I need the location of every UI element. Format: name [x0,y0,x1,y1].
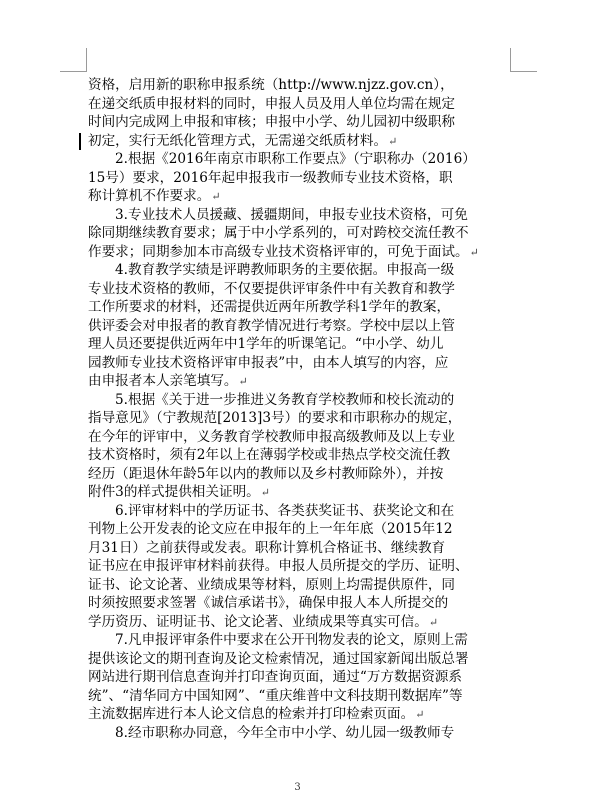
line-text: 初定，实行无纸化管理方式，无需递交纸质材料。 [88,132,388,149]
paragraph-mark-icon: ↵ [469,245,479,259]
text-line [88,317,520,336]
line-text: 除同期继续教育要求；属于中小学系列的，可对跨校交流任教不 [88,225,469,241]
line-text: 称计算机不作要求。 [88,188,211,204]
text-line [88,150,520,169]
line-text: 指导意见》（宁教规范[2013]3号）的要求和市职称办的规定， [88,410,462,426]
text-line [88,705,520,724]
text-line [88,409,520,428]
line-text: 经历（距退休年龄5年以内的教师以及乡村教师除外），并按 [88,465,444,482]
line-text: 工作所要求的材料，还需提供近两年所教学科1学年的教案， [88,299,451,315]
text-line [88,428,520,447]
text-line [88,631,520,650]
line-text: 网站进行期刊信息查询并打印查询页面，通过“万方数据资源系 [88,669,462,685]
line-text: 提供该论文的期刊查询及论文检索情况，通过国家新闻出版总署 [88,650,469,667]
line-text: 8.经市职称办同意，今年全市中小学、幼儿园一级教师专 [115,724,455,741]
line-text: 统”、“清华同方中国知网”、“重庆维普中文科技期刊数据库”等 [88,687,463,704]
paragraph-mark-icon: ↵ [388,134,398,148]
line-text: 在今年的评审中，义务教育学校教师申报高级教师及以上专业 [88,428,456,445]
text-line [88,280,520,299]
text-line [88,354,520,373]
text-line [88,187,520,206]
line-text: 资格，启用新的职称申报系统（http://www.njzz.gov.cn）， [88,77,454,93]
paragraph-mark-icon: ↵ [238,375,248,388]
line-text: 3.专业技术人员援藏、援疆期间，申报专业技术资格，可免 [115,206,468,223]
line-text: 学历资历、证明证书、论文论著、业绩成果等真实可信。 [88,613,428,630]
text-line [88,557,520,576]
text-line [88,335,520,354]
line-text: 6.评审材料中的学历证书、各类获奖证书、获奖论文和在 [115,502,455,519]
document-body[interactable] [88,76,520,742]
text-line [88,687,520,706]
text-line [88,668,520,687]
text-line [88,95,520,114]
line-text: 时须按照要求签署《诚信承诺书》，确保申报人本人所提交的 [88,595,449,611]
line-text: 技术资格时，须有2年以上在薄弱学校或非热点学校交流任教 [88,447,451,463]
line-text: 园教师专业技术资格评审申报表”中，由本人填写的内容，应 [88,354,449,371]
text-line [88,594,520,613]
text-line [88,650,520,669]
text-line [88,539,520,558]
line-text: 证书应在申报评审材料前获得。申报人员所提交的学历、证明、 [88,558,469,574]
line-text: 在递交纸质申报材料的同时，申报人员及用人单位均需在规定 [88,95,456,112]
page-number: 3 [294,782,301,793]
line-text: 附件3的样式提供相关证明。 [88,484,260,500]
text-line [88,169,520,188]
line-text: 时间内完成网上申报和审核；申报中小学、幼儿园初中级职称 [88,114,456,130]
line-text: 证书、论文论著、业绩成果等材料，原则上均需提供原件，同 [88,576,456,593]
crop-mark-top-right-v [510,48,511,71]
text-line [88,724,520,743]
paragraph-mark-icon: ↵ [428,615,439,629]
text-line [88,502,520,521]
crop-mark-top-left-v [86,48,87,71]
text-line [88,206,520,225]
line-text: 主流数据库进行本人论文信息的检索并打印检索页面。 [88,706,415,722]
line-text: 月31日）之前获得或发表。职称计算机合格证书、继续教育 [88,539,446,556]
text-line [88,576,520,595]
text-line [88,261,520,280]
line-text: 2.根据《2016年南京市职称工作要点》（宁职称办（2016） [115,151,476,167]
line-text: 15号）要求，2016年起申报我市一级教师专业技术资格，职 [88,169,453,186]
line-text: 由申报者本人亲笔填写。 [88,373,238,389]
text-line [88,372,520,391]
paragraph-mark-icon: ↵ [211,190,221,203]
paragraph-mark-icon: ↵ [415,708,425,721]
crop-mark-top-left-h [60,71,87,72]
paragraph-mark-icon: ↵ [260,486,270,499]
text-line [88,391,520,410]
text-cursor [79,133,81,150]
text-line [88,520,520,539]
line-text: 7.凡申报评审条件中要求在公开刊物发表的论文，原则上需 [115,632,468,648]
line-text: 理人员还要提供近两年中1学年的听课笔记。“中小学、幼儿 [88,336,444,352]
text-line [88,76,520,95]
text-line [88,224,520,243]
line-text: 4.教育教学实绩是评聘教师职务的主要依据。申报高一级 [115,262,455,278]
line-text: 供评委会对申报者的教育教学情况进行考察。学校中层以上管 [88,317,456,334]
text-line [88,243,520,262]
line-text: 专业技术资格的教师，不仅要提供评审条件中有关教育和教学 [88,280,456,297]
text-line [88,613,520,632]
line-text: 作要求；同期参加本市高级专业技术资格评审的，可免于面试。 [88,243,469,260]
text-line [88,465,520,484]
text-line [88,132,520,151]
text-line [88,298,520,317]
line-text: 5.根据《关于进一步推进义务教育学校教师和校长流动的 [115,391,455,408]
text-line [88,446,520,465]
line-text: 刊物上公开发表的论文应在申报年的上一年年底（2015年12 [88,521,453,537]
crop-mark-top-right-h [510,71,537,72]
text-line [88,113,520,132]
text-line [88,483,520,502]
